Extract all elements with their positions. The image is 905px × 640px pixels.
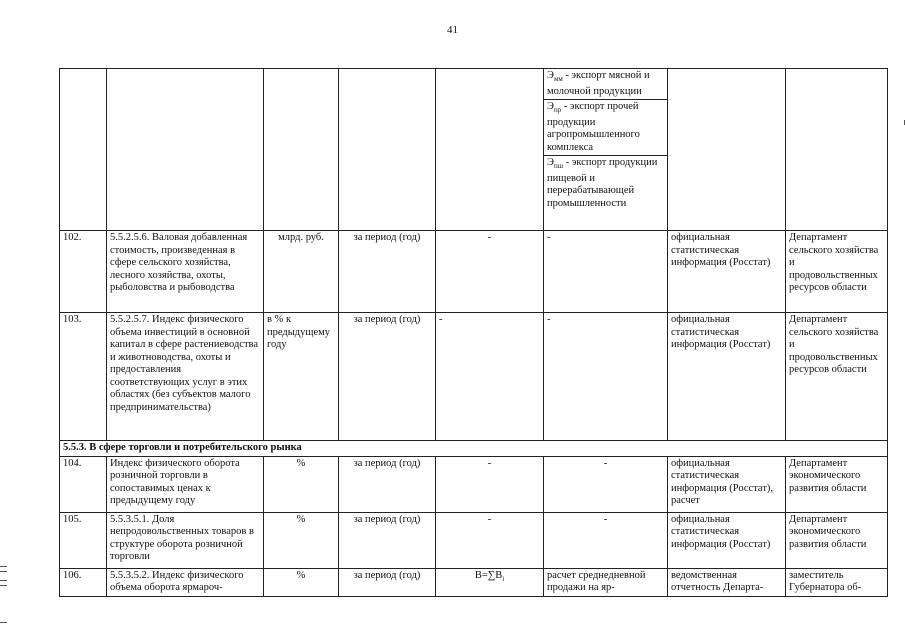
- formula: -: [436, 313, 544, 441]
- responsible: Департамент сельского хозяйства и продовольственных ресурсов области: [786, 313, 888, 441]
- row-number: 105.: [60, 512, 107, 568]
- scan-mark: [0, 585, 7, 586]
- exports-legend: [544, 69, 667, 211]
- period: за период (год): [339, 456, 436, 512]
- row-number: 106.: [60, 568, 107, 596]
- exports-legend-cell: [544, 69, 668, 231]
- unit: %: [264, 512, 339, 568]
- table-row: [60, 231, 888, 313]
- method: -: [544, 512, 668, 568]
- export-item: $Э_{пш}$ - экспорт продукции пищевой и перерабатывающей промышленности: [547, 157, 658, 209]
- section-title: 5.5.3. В сфере торговли и потребительского рынка: [60, 441, 888, 457]
- period: за период (год): [339, 568, 436, 596]
- indicators-table: [59, 68, 888, 597]
- indicator-name: 5.5.2.5.7. Индекс физического объема инвестиций в основной капитал в сфере растениеводства и животноводства, охоты и предоставления соответствующих услуг в этих областях (без субъектов малого предпринимательства): [107, 313, 264, 441]
- page-number: 41: [447, 24, 458, 36]
- formula: -: [436, 456, 544, 512]
- formula: -: [436, 512, 544, 568]
- table-row: [60, 456, 888, 512]
- source: ведомственная отчетность Департа-: [668, 568, 786, 596]
- scan-mark: [0, 571, 7, 572]
- indicator-name: 5.5.2.5.6. Валовая добавленная стоимость, произведенная в сфере сельского хозяйства, лесного хозяйства, охоты, рыболовства и рыбоводства: [107, 231, 264, 313]
- table-row: [60, 313, 888, 441]
- method: -: [544, 456, 668, 512]
- period: за период (год): [339, 313, 436, 441]
- formula: $В=\sum В_i$: [436, 568, 544, 596]
- unit: %: [264, 568, 339, 596]
- row-number: 104.: [60, 456, 107, 512]
- responsible: Департамент экономического развития области: [786, 456, 888, 512]
- indicator-name: Индекс физического оборота розничной торговли в сопоставимых ценах к предыдущему году: [107, 456, 264, 512]
- section-header: [60, 441, 888, 457]
- continuation-row: [60, 69, 888, 231]
- method: расчет среднедневной продажи на яр-: [544, 568, 668, 596]
- source: официальная статистическая информация (Росстат): [668, 512, 786, 568]
- row-number: 103.: [60, 313, 107, 441]
- export-item: $Э_{мм}$ - экспорт мясной и молочной продукции: [544, 69, 667, 100]
- scan-mark: [0, 622, 7, 623]
- source: официальная статистическая информация (Росстат): [668, 231, 786, 313]
- method: -: [544, 231, 668, 313]
- table-row: [60, 568, 888, 596]
- responsible: заместитель Губернатора об-: [786, 568, 888, 596]
- formula: -: [436, 231, 544, 313]
- indicator-name: 5.5.3.5.1. Доля непродовольственных товаров в структуре оборота розничной торговли: [107, 512, 264, 568]
- unit: в % к предыдущему году: [264, 313, 339, 441]
- unit: %: [264, 456, 339, 512]
- indicator-name: 5.5.3.5.2. Индекс физического объема оборота ярмароч-: [107, 568, 264, 596]
- responsible: Департамент экономического развития области: [786, 512, 888, 568]
- unit: млрд. руб.: [264, 231, 339, 313]
- source: официальная статистическая информация (Росстат), расчет: [668, 456, 786, 512]
- source: официальная статистическая информация (Росстат): [668, 313, 786, 441]
- table-row: [60, 512, 888, 568]
- responsible: Департамент сельского хозяйства и продовольственных ресурсов области: [786, 231, 888, 313]
- export-item: $Э_{пр}$ - экспорт прочей продукции агропромышленного комплекса: [544, 100, 667, 156]
- period: за период (год): [339, 512, 436, 568]
- period: за период (год): [339, 231, 436, 313]
- scan-mark: [0, 580, 7, 581]
- method: -: [544, 313, 668, 441]
- row-number: 102.: [60, 231, 107, 313]
- scan-mark: [0, 566, 7, 567]
